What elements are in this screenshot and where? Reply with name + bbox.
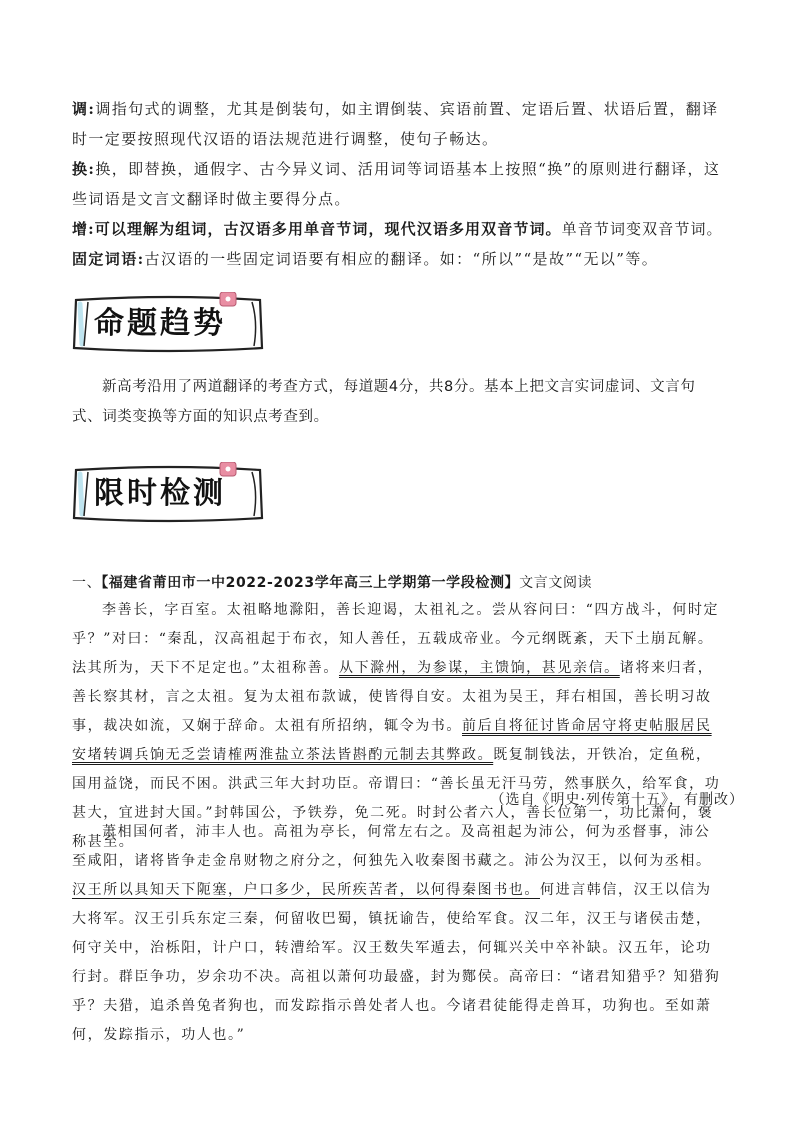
method-term: 换: [72,160,96,178]
section-banner-timed-test [70,462,270,526]
passage-text: 李善长，字百室。太祖略地滁阳，善长迎谒，太祖礼之。尝从容问曰：“四方战斗，何时定乎？”对曰：“秦乱，汉高祖起于布衣，知人善任，五载成帝业。今元纲既紊，天下土崩瓦解。法其所为，天下不足定也。”太祖称善。 [72,602,720,676]
trend-description: 新高考沿用了两道翻译的考查方式，每道题4分，共8分。基本上把文言实词虚词、文言句式、词类变换等方面的知识点考查到。 [72,379,696,425]
method-term: 固定词语: [72,250,145,268]
method-text: 古汉语的一些固定词语要有相应的翻译。如：“所以”“是故”“无以”等。 [144,250,659,268]
section-banner-trend [70,292,270,356]
translation-sentence-2: 前后自将征讨皆命居守将吏帖服居民安堵转调兵饷无乏尝请榷两淮盐立茶法皆斟酌元制去其弊政。 [72,718,712,763]
section-title: 限时检测 [94,476,226,511]
method-tiao [72,94,724,154]
question-label: 文言文阅读 [519,575,593,591]
translation-sentence-1: 从下滁州，为参谋，主馈饷，甚见亲信。 [338,660,620,676]
method-bold-text: 可以理解为组词，古汉语多用单音节词，现代汉语多用双音节词。 [94,220,562,238]
method-huan [72,154,724,214]
question-heading [72,570,724,596]
question-number: 一、 [72,575,102,591]
method-zeng [72,214,724,244]
method-text: 调指句式的调整，尤其是倒装句，如主谓倒装、宾语前置、定语后置、状语后置，翻译时一定要按照现代汉语的语法规范进行调整，使句子畅达。 [72,100,719,148]
question-source-tag: 【福建省莆田市一中2022-2023学年高三上学期第一学段检测】 [101,575,520,591]
method-term: 调: [72,100,96,118]
passage-xiao-he [72,818,724,1050]
passage-text: 诸将来归者，善长察其材，言之太祖。复为太祖布款诚，使皆得自安。太祖为吴王，拜右相国，善长明习故事，裁决如流，又娴于辞命。太祖有所招纳，辄令为书。 [72,660,714,734]
passage-source-citation: （选自《明史·列传第十五》，有删改） [490,792,744,808]
translation-methods [72,94,724,274]
method-term: 增: [72,220,95,238]
method-text: 换，即替换，通假字、古今异义词、活用词等词语基本上按照“换”的原则进行翻译，这些词语是文言文翻译时做主要得分点。 [72,160,721,208]
passage-text: 萧相国何者，沛丰人也。高祖为亭长，何常左右之。及高祖起为沛公，何为丞督事，沛公至咸阳，诸将皆争走金帛财物之府分之，何独先入收秦图书藏之。沛公为汉王，以何为丞相。 [72,824,712,869]
passage-text: 何进言韩信，汉王以信为大将军。汉王引兵东定三秦，何留收巴蜀，镇抚谕告，使给军食。汉二年，汉王与诸侯击楚，何守关中，治栎阳，计户口，转漕给军。汉王数失军遁去，何辄兴关中卒补缺。汉五年，论功行封。群臣争功，岁余功不决。高祖以萧何功最盛，封为酂侯。高帝曰：“诸君知猎乎？知猎狗乎？夫猎，追杀兽兔者狗也，而发踪指示兽处者人也。今诸君徒能得走兽耳，功狗也。至如萧何，发踪指示，功人也。” [72,882,721,1043]
passage-text: 既复制钱法，开铁冶，定鱼税，国用益饶，而民不困。洪武三年大封功臣。帝谓曰：“善长虽无汗马劳，然事朕久，给军食，功甚大，宜进封大国。”封韩国公，予铁券，免二死。时封公者六人，善长位第一，功比萧何，褒称甚至。 [72,747,721,850]
method-text: 单音节词变双音节词。 [561,220,723,238]
section-title: 命题趋势 [94,306,226,341]
method-guding [72,244,724,274]
translation-sentence-3: 汉王所以具知天下阨塞，户口多少，民所疾苦者，以何得秦图书也。 [72,882,540,898]
